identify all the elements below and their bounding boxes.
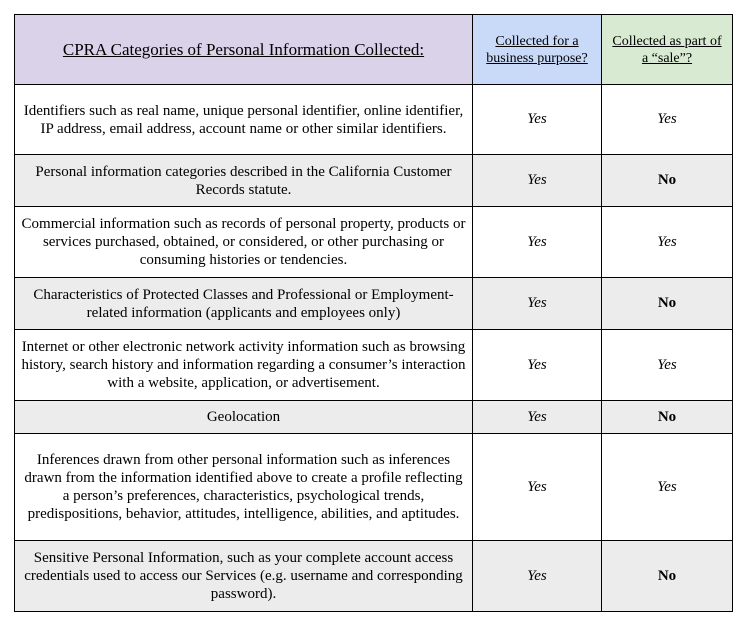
row-category: Inferences drawn from other personal information such as inferences drawn from the information identified above to create a profile reflecting a person’s preferences, characteristics, psychological trends, predispositions, behavior, attitudes, intelligence, abilities, and aptitudes.: [15, 434, 473, 541]
row-business-purpose: Yes: [473, 207, 602, 278]
table-row: [15, 278, 733, 330]
header-sale: Collected as part of a “sale”?: [602, 15, 733, 85]
row-sale: No: [602, 401, 733, 434]
table-row: [15, 85, 733, 155]
row-business-purpose: Yes: [473, 434, 602, 541]
row-business-purpose: Yes: [473, 401, 602, 434]
table-row: [15, 434, 733, 541]
table-row: [15, 541, 733, 612]
row-sale: No: [602, 278, 733, 330]
row-category: Identifiers such as real name, unique personal identifier, online identifier, IP address, email address, account name or other similar identifiers.: [15, 85, 473, 155]
table-header-row: [15, 15, 733, 85]
row-sale: Yes: [602, 330, 733, 401]
row-business-purpose: Yes: [473, 330, 602, 401]
row-sale: No: [602, 541, 733, 612]
row-sale: Yes: [602, 434, 733, 541]
row-business-purpose: Yes: [473, 278, 602, 330]
row-sale: Yes: [602, 207, 733, 278]
table-row: [15, 330, 733, 401]
table-row: [15, 401, 733, 434]
row-category: Internet or other electronic network activity information such as browsing history, search history and information regarding a consumer’s interaction with a website, application, or advertisement.: [15, 330, 473, 401]
row-category: Commercial information such as records of personal property, products or services purchased, obtained, or considered, or other purchasing or consuming histories or tendencies.: [15, 207, 473, 278]
row-business-purpose: Yes: [473, 541, 602, 612]
row-category: Geolocation: [15, 401, 473, 434]
row-business-purpose: Yes: [473, 85, 602, 155]
row-category: Characteristics of Protected Classes and Professional or Employment-related information (applicants and employees only): [15, 278, 473, 330]
row-sale: Yes: [602, 85, 733, 155]
table-row: [15, 207, 733, 278]
cpra-table: [14, 14, 733, 612]
row-category: Personal information categories described in the California Customer Records statute.: [15, 155, 473, 207]
row-business-purpose: Yes: [473, 155, 602, 207]
row-category: Sensitive Personal Information, such as your complete account access credentials used to access our Services (e.g. username and corresponding password).: [15, 541, 473, 612]
table-row: [15, 155, 733, 207]
row-sale: No: [602, 155, 733, 207]
header-category: CPRA Categories of Personal Information Collected:: [15, 15, 473, 85]
header-business-purpose: Collected for a business purpose?: [473, 15, 602, 85]
